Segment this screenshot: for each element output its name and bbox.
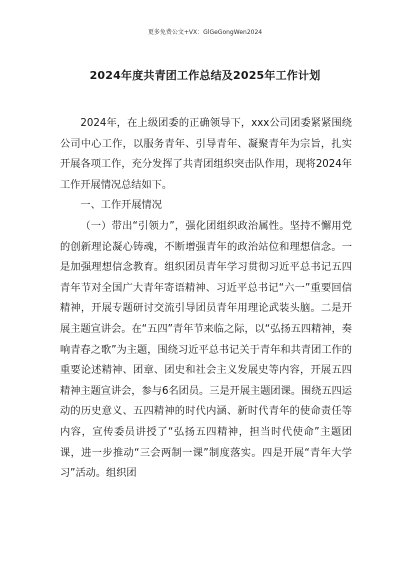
intro-paragraph: 2024年，在上级团委的正确领导下，xxx公司团委紧紧围绕公司中心工作，以服务青年、引导青年、凝聚青年为宗旨，扎实开展各项工作，充分发挥了共青团组织突击队作用，现将2024年工作开展情况总结如下。: [60, 118, 352, 191]
section-heading: 一、工作开展情况: [80, 200, 162, 212]
header-note: 更多免费公文+VX：GlGeGongWen2024: [147, 29, 263, 36]
section-paragraph: （一）带出“引领力”，强化团组织政治属性。坚持不懈用党的创新理论凝心铸魂，不断增强青年的政治站位和理想信念。一是加强理想信念教育。组织团员青年学习贯彻习近平总书记五四青年节对全国广大青年寄语精神、习近平总书记“六一”重要回信精神，开展专题研讨交流引导团员青年用理论武装头脑。二是开展主题宣讲会。在“五四”青年节来临之际，以“弘扬五四精神，奏响青春之歌”为主题，围绕习近平总书记关于青年和共青团工作的重要论述精神、团章、团史和社会主义发展史等内容，开展五四精神主题宣讲会，参与6名团员。三是开展主题团课。围绕五四运动的历史意义、五四精神的时代内涵、新时代青年的使命责任等内容，宣传委员讲授了“弘扬五四精神，担当时代使命”主题团课，进一步推动“三会两制一课”制度落实。四是开展“青年大学习”活动。组织团: [60, 220, 352, 480]
document-body: [60, 114, 352, 485]
document-title: 2024年度共青团工作总结及2025年工作计划: [89, 69, 321, 82]
